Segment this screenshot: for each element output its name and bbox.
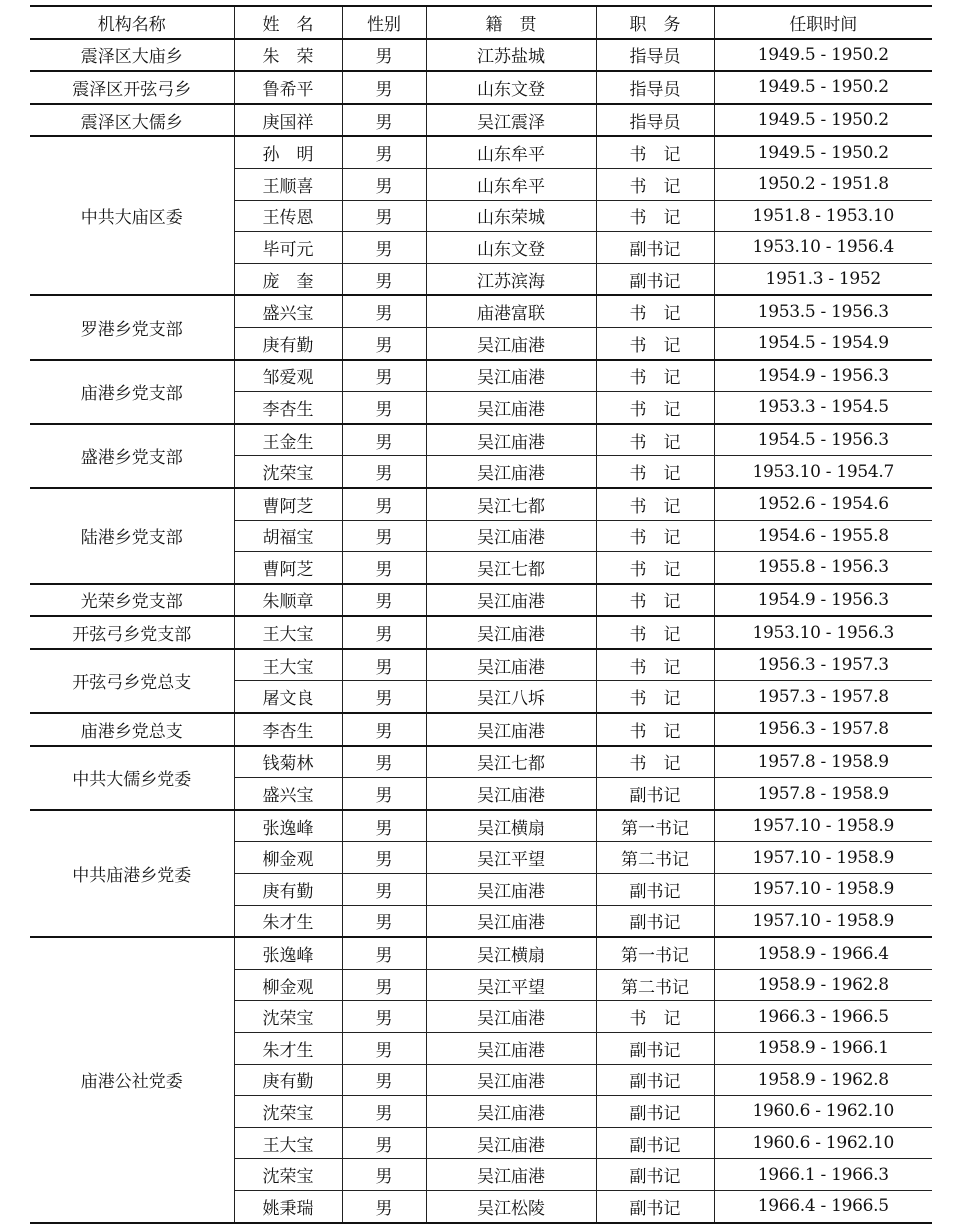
table-row xyxy=(30,104,932,137)
name-cell: 朱才生 xyxy=(234,1033,342,1065)
native-place-cell: 山东荣城 xyxy=(426,200,596,232)
table-row xyxy=(30,39,932,72)
name-cell: 王传恩 xyxy=(234,200,342,232)
gender-cell: 男 xyxy=(342,392,426,424)
position-cell: 书 记 xyxy=(596,520,714,552)
position-cell: 指导员 xyxy=(596,39,714,72)
tenure-cell: 1949.5 - 1950.2 xyxy=(714,39,932,72)
name-cell: 王大宝 xyxy=(234,649,342,681)
gender-cell: 男 xyxy=(342,424,426,456)
position-cell: 副书记 xyxy=(596,1064,714,1096)
table-row xyxy=(30,295,932,327)
name-cell: 曹阿芝 xyxy=(234,488,342,520)
name-cell: 屠文良 xyxy=(234,681,342,713)
gender-cell: 男 xyxy=(342,1033,426,1065)
native-place-cell: 吴江八坼 xyxy=(426,681,596,713)
gender-cell: 男 xyxy=(342,168,426,200)
position-cell: 书 记 xyxy=(596,392,714,424)
gender-cell: 男 xyxy=(342,905,426,937)
gender-cell: 男 xyxy=(342,1001,426,1033)
gender-cell: 男 xyxy=(342,71,426,104)
name-cell: 李杏生 xyxy=(234,392,342,424)
name-cell: 王金生 xyxy=(234,424,342,456)
name-cell: 朱才生 xyxy=(234,905,342,937)
table-row xyxy=(30,713,932,746)
position-cell: 书 记 xyxy=(596,168,714,200)
gender-cell: 男 xyxy=(342,520,426,552)
officials-table xyxy=(30,5,932,1224)
tenure-cell: 1949.5 - 1950.2 xyxy=(714,71,932,104)
header-native-place: 籍 贯 xyxy=(426,6,596,39)
org-name-cell: 中共庙港乡党委 xyxy=(30,810,234,937)
native-place-cell: 吴江庙港 xyxy=(426,584,596,617)
tenure-cell: 1951.8 - 1953.10 xyxy=(714,200,932,232)
org-name-cell: 中共大庙区委 xyxy=(30,136,234,295)
native-place-cell: 吴江庙港 xyxy=(426,327,596,359)
native-place-cell: 吴江庙港 xyxy=(426,1159,596,1191)
tenure-cell: 1954.9 - 1956.3 xyxy=(714,360,932,392)
native-place-cell: 吴江庙港 xyxy=(426,424,596,456)
name-cell: 庚有勤 xyxy=(234,874,342,906)
tenure-cell: 1957.8 - 1958.9 xyxy=(714,746,932,778)
position-cell: 书 记 xyxy=(596,488,714,520)
gender-cell: 男 xyxy=(342,746,426,778)
org-name-cell: 开弦弓乡党支部 xyxy=(30,616,234,649)
gender-cell: 男 xyxy=(342,1096,426,1128)
tenure-cell: 1950.2 - 1951.8 xyxy=(714,168,932,200)
native-place-cell: 吴江七都 xyxy=(426,746,596,778)
tenure-cell: 1952.6 - 1954.6 xyxy=(714,488,932,520)
tenure-cell: 1953.10 - 1956.4 xyxy=(714,232,932,264)
tenure-cell: 1958.9 - 1962.8 xyxy=(714,1064,932,1096)
position-cell: 副书记 xyxy=(596,1096,714,1128)
tenure-cell: 1951.3 - 1952 xyxy=(714,263,932,295)
native-place-cell: 吴江庙港 xyxy=(426,874,596,906)
tenure-cell: 1953.3 - 1954.5 xyxy=(714,392,932,424)
tenure-cell: 1954.6 - 1955.8 xyxy=(714,520,932,552)
tenure-cell: 1958.9 - 1962.8 xyxy=(714,969,932,1001)
gender-cell: 男 xyxy=(342,584,426,617)
native-place-cell: 吴江震泽 xyxy=(426,104,596,137)
native-place-cell: 吴江平望 xyxy=(426,969,596,1001)
org-name-cell: 庙港公社党委 xyxy=(30,937,234,1222)
native-place-cell: 吴江庙港 xyxy=(426,713,596,746)
gender-cell: 男 xyxy=(342,1190,426,1222)
tenure-cell: 1953.5 - 1956.3 xyxy=(714,295,932,327)
gender-cell: 男 xyxy=(342,39,426,72)
gender-cell: 男 xyxy=(342,1159,426,1191)
header-position: 职 务 xyxy=(596,6,714,39)
position-cell: 副书记 xyxy=(596,1033,714,1065)
position-cell: 书 记 xyxy=(596,552,714,584)
name-cell: 庞 奎 xyxy=(234,263,342,295)
name-cell: 庚有勤 xyxy=(234,327,342,359)
gender-cell: 男 xyxy=(342,842,426,874)
position-cell: 书 记 xyxy=(596,200,714,232)
position-cell: 书 记 xyxy=(596,616,714,649)
name-cell: 姚秉瑞 xyxy=(234,1190,342,1222)
header-name: 姓 名 xyxy=(234,6,342,39)
name-cell: 沈荣宝 xyxy=(234,1096,342,1128)
name-cell: 沈荣宝 xyxy=(234,456,342,488)
gender-cell: 男 xyxy=(342,1127,426,1159)
position-cell: 书 记 xyxy=(596,649,714,681)
gender-cell: 男 xyxy=(342,969,426,1001)
name-cell: 钱菊林 xyxy=(234,746,342,778)
name-cell: 鲁希平 xyxy=(234,71,342,104)
tenure-cell: 1954.5 - 1956.3 xyxy=(714,424,932,456)
position-cell: 第二书记 xyxy=(596,969,714,1001)
position-cell: 书 记 xyxy=(596,681,714,713)
position-cell: 书 记 xyxy=(596,746,714,778)
tenure-cell: 1953.10 - 1956.3 xyxy=(714,616,932,649)
tenure-cell: 1957.10 - 1958.9 xyxy=(714,905,932,937)
position-cell: 书 记 xyxy=(596,456,714,488)
table-row xyxy=(30,424,932,456)
native-place-cell: 吴江庙港 xyxy=(426,360,596,392)
org-name-cell: 罗港乡党支部 xyxy=(30,295,234,359)
native-place-cell: 吴江庙港 xyxy=(426,1033,596,1065)
tenure-cell: 1957.10 - 1958.9 xyxy=(714,874,932,906)
name-cell: 邹爱观 xyxy=(234,360,342,392)
tenure-cell: 1966.3 - 1966.5 xyxy=(714,1001,932,1033)
gender-cell: 男 xyxy=(342,295,426,327)
name-cell: 朱 荣 xyxy=(234,39,342,72)
header-tenure: 任职时间 xyxy=(714,6,932,39)
gender-cell: 男 xyxy=(342,810,426,842)
position-cell: 书 记 xyxy=(596,295,714,327)
header-row xyxy=(30,6,932,39)
gender-cell: 男 xyxy=(342,874,426,906)
name-cell: 王大宝 xyxy=(234,1127,342,1159)
native-place-cell: 吴江七都 xyxy=(426,488,596,520)
native-place-cell: 吴江庙港 xyxy=(426,520,596,552)
tenure-cell: 1957.10 - 1958.9 xyxy=(714,810,932,842)
name-cell: 盛兴宝 xyxy=(234,778,342,810)
gender-cell: 男 xyxy=(342,937,426,969)
org-name-cell: 开弦弓乡党总支 xyxy=(30,649,234,713)
table-row xyxy=(30,584,932,617)
tenure-cell: 1954.5 - 1954.9 xyxy=(714,327,932,359)
gender-cell: 男 xyxy=(342,200,426,232)
tenure-cell: 1966.4 - 1966.5 xyxy=(714,1190,932,1222)
position-cell: 书 记 xyxy=(596,1001,714,1033)
tenure-cell: 1956.3 - 1957.3 xyxy=(714,649,932,681)
position-cell: 副书记 xyxy=(596,232,714,264)
position-cell: 书 记 xyxy=(596,360,714,392)
header-gender: 性别 xyxy=(342,6,426,39)
native-place-cell: 江苏盐城 xyxy=(426,39,596,72)
gender-cell: 男 xyxy=(342,778,426,810)
native-place-cell: 吴江庙港 xyxy=(426,392,596,424)
native-place-cell: 吴江七都 xyxy=(426,552,596,584)
native-place-cell: 吴江庙港 xyxy=(426,616,596,649)
position-cell: 书 记 xyxy=(596,713,714,746)
tenure-cell: 1966.1 - 1966.3 xyxy=(714,1159,932,1191)
tenure-cell: 1958.9 - 1966.4 xyxy=(714,937,932,969)
position-cell: 书 记 xyxy=(596,136,714,168)
gender-cell: 男 xyxy=(342,263,426,295)
gender-cell: 男 xyxy=(342,232,426,264)
tenure-cell: 1954.9 - 1956.3 xyxy=(714,584,932,617)
native-place-cell: 吴江平望 xyxy=(426,842,596,874)
native-place-cell: 吴江庙港 xyxy=(426,1001,596,1033)
org-name-cell: 庙港乡党总支 xyxy=(30,713,234,746)
position-cell: 副书记 xyxy=(596,874,714,906)
tenure-cell: 1960.6 - 1962.10 xyxy=(714,1127,932,1159)
name-cell: 庚国祥 xyxy=(234,104,342,137)
name-cell: 张逸峰 xyxy=(234,937,342,969)
position-cell: 指导员 xyxy=(596,104,714,137)
native-place-cell: 吴江庙港 xyxy=(426,1096,596,1128)
name-cell: 庚有勤 xyxy=(234,1064,342,1096)
native-place-cell: 江苏滨海 xyxy=(426,263,596,295)
tenure-cell: 1957.3 - 1957.8 xyxy=(714,681,932,713)
name-cell: 柳金观 xyxy=(234,969,342,1001)
gender-cell: 男 xyxy=(342,649,426,681)
gender-cell: 男 xyxy=(342,456,426,488)
name-cell: 盛兴宝 xyxy=(234,295,342,327)
position-cell: 第一书记 xyxy=(596,810,714,842)
native-place-cell: 吴江松陵 xyxy=(426,1190,596,1222)
table-row xyxy=(30,746,932,778)
table-row xyxy=(30,136,932,168)
org-name-cell: 震泽区大庙乡 xyxy=(30,39,234,72)
gender-cell: 男 xyxy=(342,327,426,359)
native-place-cell: 山东文登 xyxy=(426,232,596,264)
position-cell: 第二书记 xyxy=(596,842,714,874)
name-cell: 毕可元 xyxy=(234,232,342,264)
gender-cell: 男 xyxy=(342,616,426,649)
native-place-cell: 吴江庙港 xyxy=(426,778,596,810)
name-cell: 沈荣宝 xyxy=(234,1159,342,1191)
name-cell: 朱顺章 xyxy=(234,584,342,617)
position-cell: 书 记 xyxy=(596,584,714,617)
table-row xyxy=(30,488,932,520)
org-name-cell: 陆港乡党支部 xyxy=(30,488,234,584)
native-place-cell: 吴江庙港 xyxy=(426,905,596,937)
tenure-cell: 1956.3 - 1957.8 xyxy=(714,713,932,746)
name-cell: 王顺喜 xyxy=(234,168,342,200)
name-cell: 曹阿芝 xyxy=(234,552,342,584)
name-cell: 沈荣宝 xyxy=(234,1001,342,1033)
position-cell: 第一书记 xyxy=(596,937,714,969)
native-place-cell: 吴江庙港 xyxy=(426,1127,596,1159)
header-org: 机构名称 xyxy=(30,6,234,39)
gender-cell: 男 xyxy=(342,488,426,520)
org-name-cell: 中共大儒乡党委 xyxy=(30,746,234,810)
table-row xyxy=(30,616,932,649)
tenure-cell: 1957.8 - 1958.9 xyxy=(714,778,932,810)
org-name-cell: 光荣乡党支部 xyxy=(30,584,234,617)
position-cell: 书 记 xyxy=(596,424,714,456)
name-cell: 孙 明 xyxy=(234,136,342,168)
org-name-cell: 震泽区开弦弓乡 xyxy=(30,71,234,104)
table-row xyxy=(30,360,932,392)
native-place-cell: 吴江横扇 xyxy=(426,810,596,842)
tenure-cell: 1949.5 - 1950.2 xyxy=(714,104,932,137)
tenure-cell: 1949.5 - 1950.2 xyxy=(714,136,932,168)
gender-cell: 男 xyxy=(342,681,426,713)
gender-cell: 男 xyxy=(342,552,426,584)
name-cell: 李杏生 xyxy=(234,713,342,746)
org-name-cell: 庙港乡党支部 xyxy=(30,360,234,424)
table-row xyxy=(30,810,932,842)
gender-cell: 男 xyxy=(342,136,426,168)
position-cell: 指导员 xyxy=(596,71,714,104)
position-cell: 副书记 xyxy=(596,778,714,810)
tenure-cell: 1953.10 - 1954.7 xyxy=(714,456,932,488)
gender-cell: 男 xyxy=(342,360,426,392)
position-cell: 副书记 xyxy=(596,263,714,295)
tenure-cell: 1960.6 - 1962.10 xyxy=(714,1096,932,1128)
tenure-cell: 1957.10 - 1958.9 xyxy=(714,842,932,874)
table-row xyxy=(30,649,932,681)
org-name-cell: 震泽区大儒乡 xyxy=(30,104,234,137)
gender-cell: 男 xyxy=(342,104,426,137)
native-place-cell: 吴江庙港 xyxy=(426,1064,596,1096)
native-place-cell: 山东牟平 xyxy=(426,168,596,200)
native-place-cell: 山东牟平 xyxy=(426,136,596,168)
name-cell: 张逸峰 xyxy=(234,810,342,842)
position-cell: 副书记 xyxy=(596,1159,714,1191)
table-row xyxy=(30,71,932,104)
native-place-cell: 庙港富联 xyxy=(426,295,596,327)
native-place-cell: 吴江庙港 xyxy=(426,649,596,681)
name-cell: 胡福宝 xyxy=(234,520,342,552)
name-cell: 王大宝 xyxy=(234,616,342,649)
gender-cell: 男 xyxy=(342,713,426,746)
gender-cell: 男 xyxy=(342,1064,426,1096)
org-name-cell: 盛港乡党支部 xyxy=(30,424,234,488)
position-cell: 副书记 xyxy=(596,1190,714,1222)
tenure-cell: 1958.9 - 1966.1 xyxy=(714,1033,932,1065)
name-cell: 柳金观 xyxy=(234,842,342,874)
position-cell: 副书记 xyxy=(596,1127,714,1159)
native-place-cell: 吴江庙港 xyxy=(426,456,596,488)
table-body xyxy=(30,39,932,1223)
tenure-cell: 1955.8 - 1956.3 xyxy=(714,552,932,584)
position-cell: 副书记 xyxy=(596,905,714,937)
table-row xyxy=(30,937,932,969)
native-place-cell: 山东文登 xyxy=(426,71,596,104)
native-place-cell: 吴江横扇 xyxy=(426,937,596,969)
position-cell: 书 记 xyxy=(596,327,714,359)
